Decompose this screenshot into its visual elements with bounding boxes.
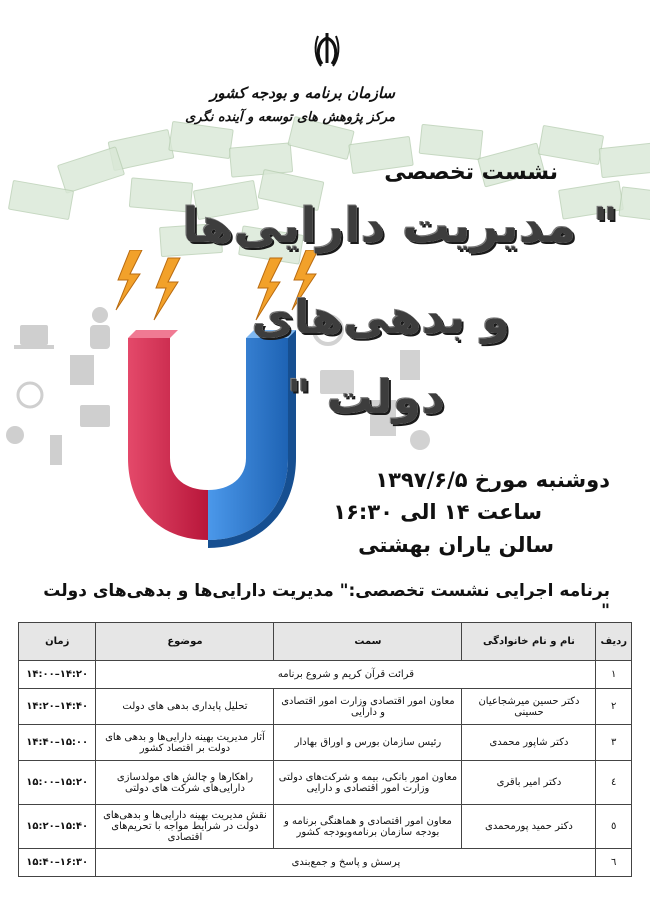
row-time: ۱۵:۰۰–۱۵:۲۰ (19, 761, 96, 805)
session-label: نشست تخصصی (384, 160, 558, 185)
event-date: دوشنبه مورخ ۱۳۹۷/۶/۵ (375, 468, 610, 492)
header-role: سمت (274, 623, 462, 661)
row-role: معاون امور اقتصادی و هماهنگی برنامه و بودجه سازمان برنامه‌وبودجه کشور (274, 805, 462, 849)
row-num: ٤ (596, 761, 632, 805)
table-row (19, 689, 632, 725)
row-time: ۱۴:۴۰–۱۵:۰۰ (19, 725, 96, 761)
row-role: معاون امور اقتصادی وزارت امور اقتصادی و دارایی (274, 689, 462, 725)
table-row (19, 661, 632, 689)
row-time: ۱۴:۲۰–۱۴:۴۰ (19, 689, 96, 725)
row-name: دکتر حمید پورمحمدی (462, 805, 596, 849)
org-subtitle: مرکز پژوهش های توسعه و آینده نگری (185, 110, 395, 125)
row-num: ٥ (596, 805, 632, 849)
row-num: ۲ (596, 689, 632, 725)
row-num: ۱ (596, 661, 632, 689)
table-row (19, 849, 632, 877)
row-merged: قرائت قرآن کریم و شروع برنامه (96, 661, 596, 689)
table-row (19, 725, 632, 761)
program-title: برنامه اجرایی نشست تخصصی:" مدیریت دارایی‌ها و بدهی‌های دولت " (43, 581, 610, 621)
table-row (19, 761, 632, 805)
row-name: دکتر شاپور محمدی (462, 725, 596, 761)
row-role: معاون امور بانکی، بیمه و شرکت‌های دولتی وزارت امور اقتصادی و دارایی (274, 761, 462, 805)
table-row (19, 805, 632, 849)
header-num: ردیف (596, 623, 632, 661)
org-name: سازمان برنامه و بودجه کشور (210, 84, 395, 102)
row-topic: راهکارها و چالش های مولدسازی دارایی‌های شرکت های دولتی (96, 761, 274, 805)
schedule-table (18, 622, 632, 877)
event-time: ساعت ۱۴ الی ۱۶:۳۰ (333, 500, 542, 524)
header-name: نام و نام خانوادگی (462, 623, 596, 661)
main-title-line-2: و بدهی‌های (251, 290, 510, 344)
row-name: دکتر حسین میرشجاعیان حسینی (462, 689, 596, 725)
event-venue: سالن یاران بهشتی (358, 533, 554, 557)
row-num: ٦ (596, 849, 632, 877)
row-topic: آثار مدیریت بهینه دارایی‌ها و بدهی های دولت بر اقتصاد کشور (96, 725, 274, 761)
row-merged: پرسش و پاسخ و جمع‌بندی (96, 849, 596, 877)
table-header-row (19, 623, 632, 661)
main-title-line-3: دولت " (286, 370, 445, 424)
row-topic: نقش مدیریت بهینه دارایی‌ها و بدهی‌های دولت در شرایط مواجه با تحریم‌های اقتصادی (96, 805, 274, 849)
iran-emblem-icon (312, 30, 342, 70)
row-name: دکتر امیر باقری (462, 761, 596, 805)
main-title-line-1: " مدیریت دارایی‌ها (182, 198, 618, 254)
row-time: ۱۵:۴۰–۱۶:۳۰ (19, 849, 96, 877)
header-topic: موضوع (96, 623, 274, 661)
row-time: ۱۴:۰۰–۱۴:۲۰ (19, 661, 96, 689)
header-time: زمان (19, 623, 96, 661)
magnet-icon (108, 318, 308, 548)
row-time: ۱۵:۲۰–۱۵:۴۰ (19, 805, 96, 849)
row-num: ۳ (596, 725, 632, 761)
row-topic: تحلیل پایداری بدهی های دولت (96, 689, 274, 725)
row-role: رئیس سازمان بورس و اوراق بهادار (274, 725, 462, 761)
